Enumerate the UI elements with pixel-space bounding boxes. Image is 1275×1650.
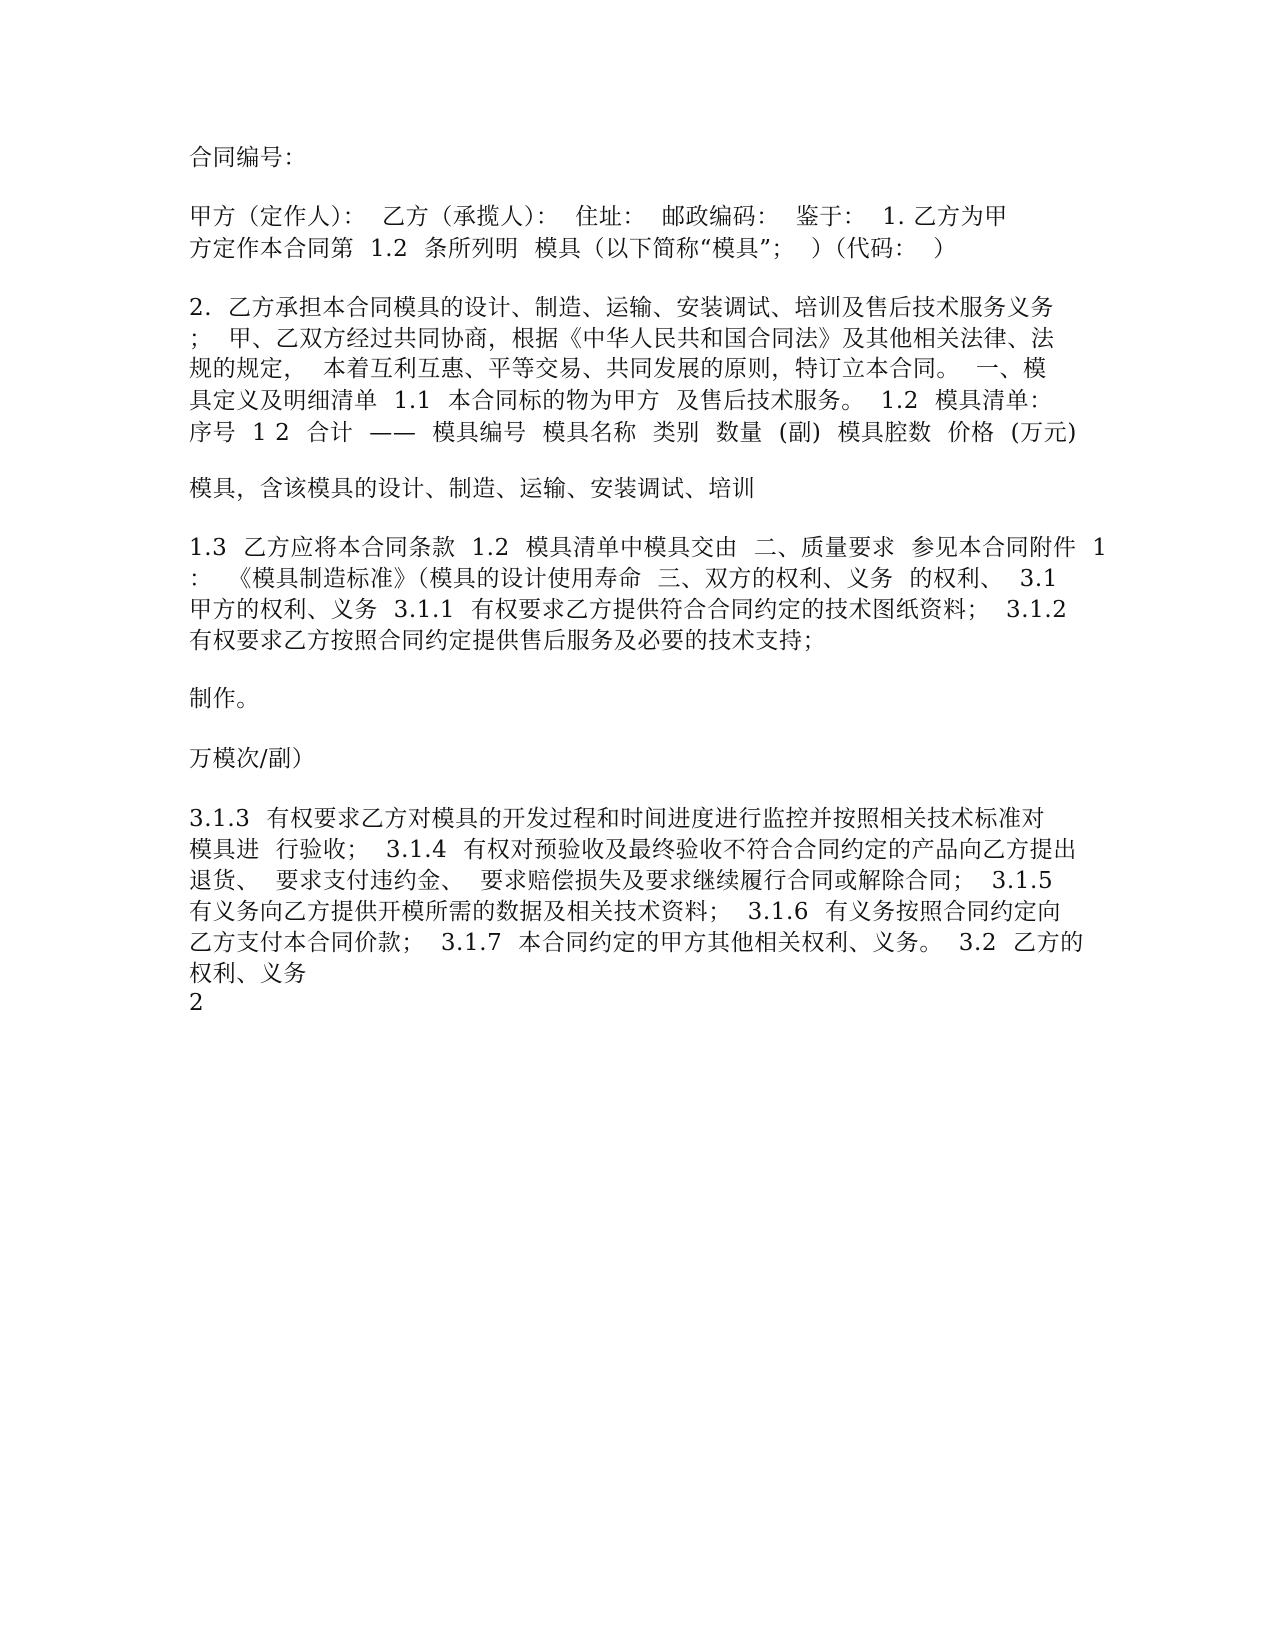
text-line: 甲方（定作人）： 乙方（承揽人）： 住址： 邮政编码： 鉴于： 1. 乙方为甲 (189, 204, 1008, 230)
text-line: 序号 1 2 合计 —— 模具编号 模具名称 类别 数量 (副) 模具腔数 价格 (万元) (189, 420, 1077, 446)
text-line: ： 《模具制造标准》（模具的设计使用寿命 三、双方的权利、义务 的权利、 3.1 (189, 566, 1058, 592)
text-line: 有权要求乙方按照合同约定提供售后服务及必要的技术支持； (189, 628, 827, 654)
text-line: 方定作本合同第 1.2 条所列明 模具（以下简称“模具”； ）（代码： ） (189, 236, 957, 262)
page-number: 2 (189, 990, 205, 1016)
text-line: 模具进 行验收； 3.1.4 有权对预验收及最终验收不符合合同约定的产品向乙方提出 (189, 837, 1077, 863)
text-line: 权利、义务 (189, 961, 307, 987)
text-line: 2. 乙方承担本合同模具的设计、制造、运输、安装调试、培训及售后技术服务义务 (189, 295, 1054, 321)
text-line: 具定义及明细清单 1.1 本合同标的物为甲方 及售后技术服务。 1.2 模具清单： (189, 388, 1053, 414)
text-line: 3.1.3 有权要求乙方对模具的开发过程和时间进度进行监控并按照相关技术标准对 (189, 806, 1046, 832)
text-line: ； 甲、乙双方经过共同协商，根据《中华人民共和国合同法》及其他相关法律、法 (189, 326, 1055, 352)
text-line: 万模次/副） (189, 746, 316, 772)
text-line: 制作。 (189, 686, 260, 712)
text-line: 甲方的权利、义务 3.1.1 有权要求乙方提供符合合同约定的技术图纸资料； 3.1.2 (189, 597, 1068, 623)
contract-number-label: 合同编号： (189, 145, 307, 171)
text-line: 规的规定， 本着互利互惠、平等交易、共同发展的原则，特订立本合同。 一、模 (189, 356, 1047, 382)
text-line: 有义务向乙方提供开模所需的数据及相关技术资料； 3.1.6 有义务按照合同约定向 (189, 899, 1061, 925)
text-line: 1.3 乙方应将本合同条款 1.2 模具清单中模具交由 二、质量要求 参见本合同附件 1 (189, 535, 1108, 561)
text-line: 退货、 要求支付违约金、 要求赔偿损失及要求继续履行合同或解除合同； 3.1.5 (189, 868, 1054, 894)
text-line: 模具，含该模具的设计、制造、运输、安装调试、培训 (189, 476, 756, 502)
text-line: 乙方支付本合同价款； 3.1.7 本合同约定的甲方其他相关权利、义务。 3.2 乙方的 (189, 930, 1084, 956)
